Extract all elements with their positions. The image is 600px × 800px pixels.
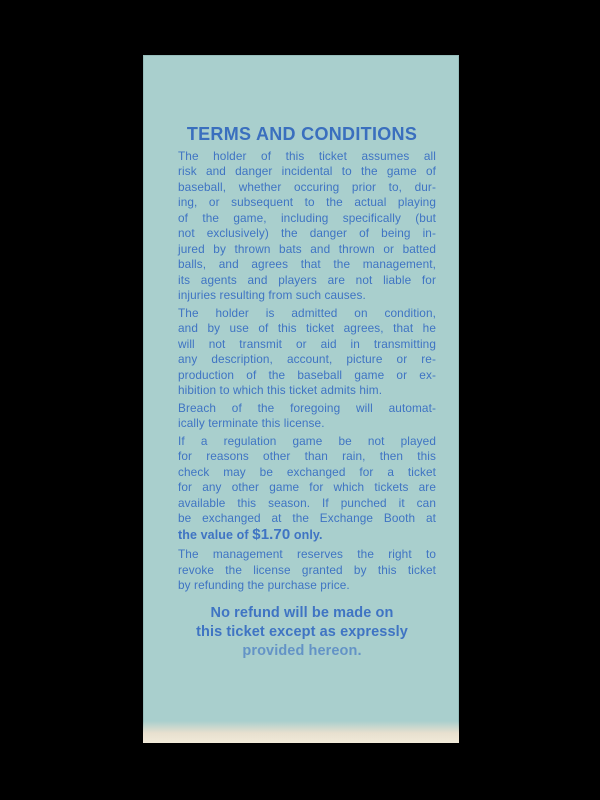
text-line: Breach of the foregoing will automat- bbox=[178, 400, 436, 415]
text-line: by refunding the purchase price. bbox=[178, 578, 350, 592]
text-line: for reasons other than rain, then this bbox=[178, 449, 436, 463]
text-line: risk and danger incidental to the game of bbox=[178, 164, 436, 178]
paragraph-breach bbox=[168, 401, 436, 432]
text-line: The holder of this ticket assumes all bbox=[178, 148, 436, 163]
text-line: baseball, whether occuring prior to, dur- bbox=[178, 179, 436, 194]
text-line: its agents and players are not liable for bbox=[178, 272, 436, 287]
paragraph-revocation bbox=[168, 547, 436, 594]
paragraph-admission bbox=[168, 306, 436, 399]
text-line: production of the baseball game or ex- bbox=[178, 367, 436, 382]
text-line: be exchanged at the Exchange Booth at bbox=[178, 511, 436, 525]
text-line: The holder is admitted on condition, bbox=[178, 305, 436, 320]
refund-notice bbox=[168, 604, 436, 661]
value-prefix: the value of bbox=[178, 527, 249, 542]
text-line: any description, account, picture or re- bbox=[178, 352, 436, 366]
text-line: for any other game for which tickets are bbox=[178, 480, 436, 494]
text-line: available this season. If punched it can bbox=[178, 495, 436, 510]
value-amount: $1.70 bbox=[252, 525, 291, 543]
text-line: will not transmit or aid in transmitting bbox=[178, 336, 436, 351]
text-line: The management reserves the right to bbox=[178, 547, 436, 561]
paragraph-exchange bbox=[168, 434, 436, 544]
ticket-back bbox=[143, 55, 459, 743]
text-line: ing, or subsequent to the actual playing bbox=[178, 195, 436, 209]
text-line: and by use of this ticket agrees, that he bbox=[178, 321, 436, 335]
value-suffix: only. bbox=[293, 527, 323, 542]
text-line: injuries resulting from such causes. bbox=[178, 288, 366, 302]
refund-line: provided hereon. bbox=[242, 642, 362, 659]
refund-line: this ticket except as expressly bbox=[196, 623, 408, 640]
text-line: revoke the license granted by this ticket bbox=[178, 562, 436, 577]
text-line: check may be exchanged for a ticket bbox=[178, 464, 436, 479]
text-line: jured by thrown bats and thrown or batted bbox=[178, 241, 436, 256]
paragraph-liability bbox=[168, 149, 436, 304]
text-line: of the game, including specifically (but bbox=[178, 210, 436, 225]
torn-bottom-edge bbox=[143, 721, 459, 743]
terms-title: TERMS AND CONDITIONS bbox=[186, 124, 418, 144]
text-line: hibition to which this ticket admits him. bbox=[178, 383, 383, 397]
text-line: ically terminate this license. bbox=[178, 416, 325, 430]
text-line: If a regulation game be not played bbox=[178, 433, 436, 448]
terms-content bbox=[168, 124, 436, 661]
text-line: balls, and agrees that the management, bbox=[178, 257, 436, 271]
exchange-value-line bbox=[168, 527, 436, 544]
refund-line: No refund will be made on bbox=[210, 604, 394, 621]
text-line: not exclusively) the danger of being in- bbox=[178, 226, 436, 240]
